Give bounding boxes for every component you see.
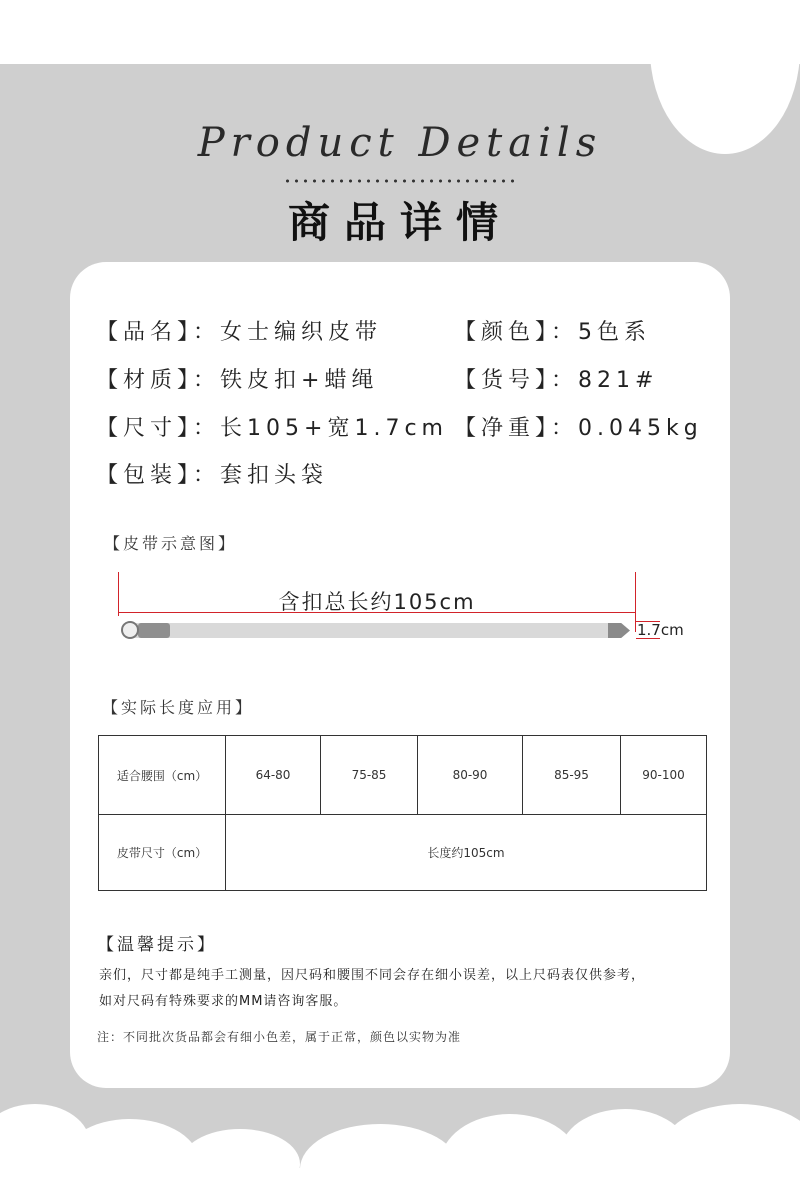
- spec-label: 【颜色】: [454, 320, 552, 345]
- spec-value: 821#: [578, 368, 659, 393]
- length-section-label: 【实际长度应用】: [102, 698, 255, 717]
- spec-separator: ：: [193, 416, 221, 441]
- table-cell: 80-90: [418, 736, 523, 815]
- spec-name: [96, 315, 382, 346]
- spec-value: 套扣头袋: [220, 463, 329, 488]
- spec-label: 【货号】: [454, 368, 552, 393]
- spec-label: 【包装】: [96, 463, 194, 488]
- spec-label: 【材质】: [96, 368, 194, 393]
- title-english: Product Details: [197, 120, 603, 166]
- table-row: [99, 736, 707, 815]
- spec-packaging: [96, 458, 328, 489]
- spec-value: 0.045kg: [578, 416, 703, 441]
- spec-separator: ：: [193, 320, 221, 345]
- cloud-decoration: [300, 1124, 460, 1168]
- spec-value: 5色系: [578, 320, 652, 345]
- table-cell: 64-80: [226, 736, 321, 815]
- belt-strap: [124, 623, 618, 638]
- tips-section-label: 【温馨提示】: [97, 935, 217, 955]
- spec-separator: ：: [551, 320, 579, 345]
- dotted-divider: [283, 178, 517, 184]
- table-cell: 85-95: [523, 736, 621, 815]
- cloud-decoration: [440, 1114, 580, 1168]
- total-length-label: 含扣总长约105cm: [278, 590, 476, 614]
- table-cell: 75-85: [321, 736, 418, 815]
- diagram-section-label: 【皮带示意图】: [104, 534, 238, 553]
- spec-size: [96, 411, 448, 442]
- table-cell: 长度约105cm: [226, 815, 707, 891]
- spec-weight: [454, 411, 703, 442]
- spec-item-number: [454, 363, 658, 394]
- spec-color: [454, 315, 651, 346]
- spec-value: 女士编织皮带: [220, 320, 383, 345]
- spec-separator: ：: [193, 463, 221, 488]
- spec-material: [96, 363, 378, 394]
- tips-text: [99, 963, 719, 1015]
- tips-line: 如对尺码有特殊要求的MM请咨询客服。: [99, 994, 348, 1009]
- size-table: [98, 735, 707, 891]
- title-chinese: 商品详情: [287, 198, 512, 247]
- spec-separator: ：: [551, 368, 579, 393]
- spec-separator: ：: [193, 368, 221, 393]
- width-label: 1.7cm: [637, 621, 684, 639]
- cloud-decoration: [660, 1104, 800, 1168]
- spec-value: 铁皮扣+蜡绳: [220, 368, 379, 393]
- table-row: [99, 815, 707, 891]
- spec-separator: ：: [551, 416, 579, 441]
- spec-label: 【品名】: [96, 320, 194, 345]
- color-note: 注：不同批次货品都会有细小色差，属于正常，颜色以实物为准: [97, 1030, 462, 1044]
- cloud-decoration: [180, 1129, 300, 1168]
- row-header-belt-size: 皮带尺寸（cm）: [99, 815, 226, 891]
- belt-buckle-icon: [121, 621, 139, 639]
- belt-keeper: [138, 623, 170, 638]
- tips-line: 亲们，尺寸都是纯手工测量，因尺码和腰围不同会存在细小误差，以上尺码表仅供参考，: [99, 968, 646, 983]
- spec-label: 【净重】: [454, 416, 552, 441]
- row-header-waist: 适合腰围（cm）: [99, 736, 226, 815]
- table-cell: 90-100: [621, 736, 707, 815]
- spec-value: 长105+宽1.7cm: [220, 416, 448, 441]
- spec-label: 【尺寸】: [96, 416, 194, 441]
